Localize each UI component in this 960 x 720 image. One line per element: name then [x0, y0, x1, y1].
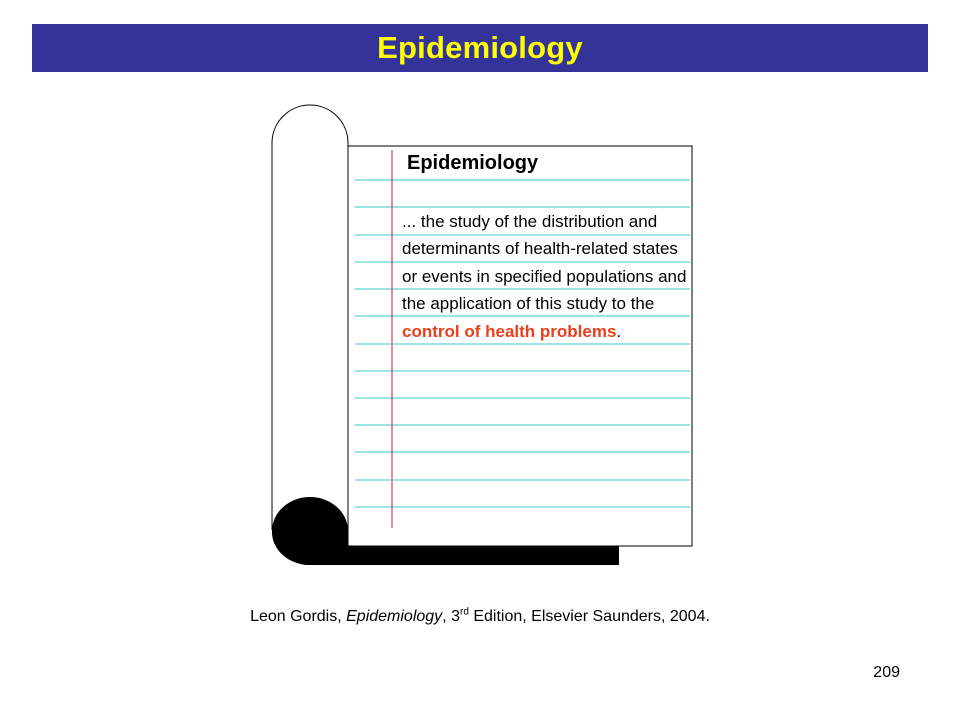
definition-text — [402, 208, 692, 345]
notebook-base — [312, 546, 619, 565]
citation-edition-sup: rd — [459, 606, 469, 618]
definition-highlight: control of health problems — [402, 321, 617, 341]
definition-part1: ... the study of the distribution and determinants of health-related states or events in specified populations and the application of this study to the — [402, 212, 687, 314]
scroll-roll — [272, 105, 348, 530]
citation-rest: Edition, Elsevier Saunders, 2004. — [468, 608, 710, 625]
slide-title: Epidemiology — [377, 30, 583, 65]
definition-part2: . — [616, 321, 622, 341]
citation — [0, 608, 960, 626]
notebook-heading: Epidemiology — [407, 152, 539, 174]
citation-sep: , 3 — [442, 608, 460, 625]
citation-book: Epidemiology — [346, 608, 443, 625]
slide-number: 209 — [873, 664, 900, 681]
citation-author: Leon Gordis, — [250, 608, 347, 625]
notebook-page — [348, 146, 692, 546]
